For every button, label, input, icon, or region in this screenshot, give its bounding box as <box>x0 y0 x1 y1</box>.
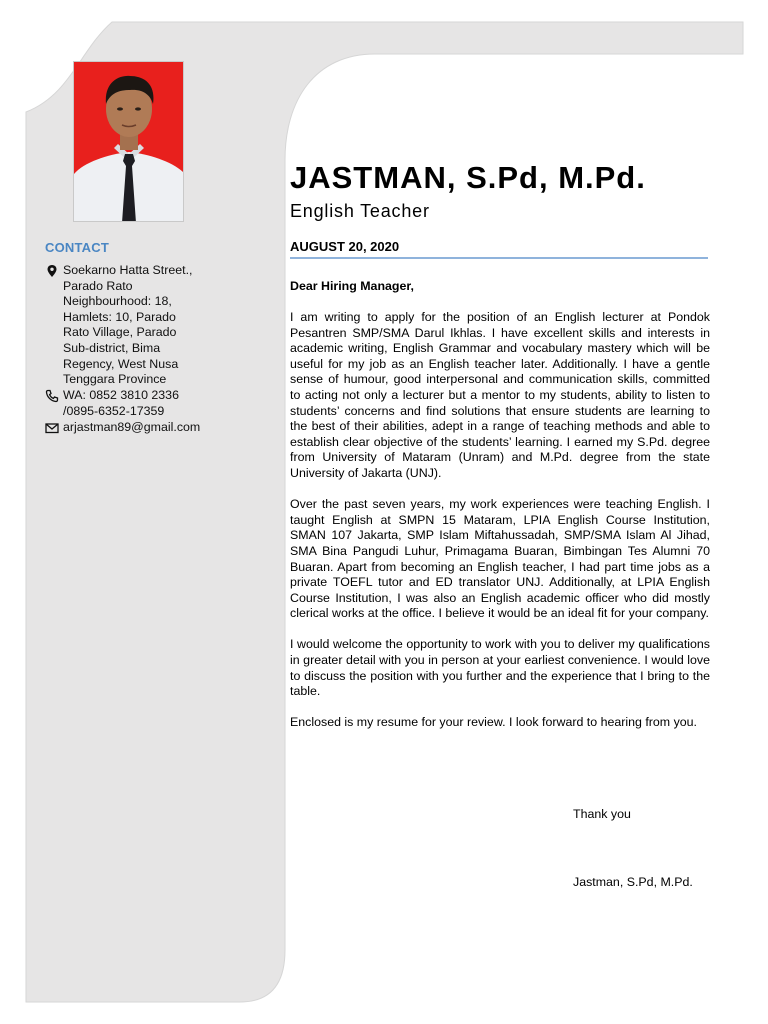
contact-phone <box>45 388 245 419</box>
letter-closing: Thank you <box>573 807 631 821</box>
letter-paragraph: I am writing to apply for the position of an English lecturer at Pondok Pesantren SMP/SMA Darul Ikhlas. I have excellent skills and interests in academic writing, English Grammar and vocabulary mastery which will be useful for my job as an English teacher later. Additionally. I have a gentle sense of humour, good interpersonal and communication skills, committed to acting not only a lecturer but a mentor to my students, ability to listen to students’ concerns and find solutions that ensure students are learning to the best of their abilities, adept in a range of teaching methods and able to establish clear objective of the students’ learning. I earned my S.Pd. degree from University of Mataram (Unram) and M.Pd. degree from the state University of Jakarta (UNJ). <box>290 310 710 480</box>
address-text: Soekarno Hatta Street., Parado Rato Neighbourhood: 18, Hamlets: 10, Parado Rato Village, Parado Sub-district, Bima Regency, West Nusa Tenggara Province <box>63 263 193 387</box>
letter-greeting: Dear Hiring Manager, <box>290 279 414 293</box>
applicant-name: JASTMAN, S.Pd, M.Pd. <box>290 160 646 195</box>
profile-photo <box>73 61 184 222</box>
envelope-icon <box>45 421 59 435</box>
letter-paragraph: Enclosed is my resume for your review. I look forward to hearing from you. <box>290 715 697 730</box>
phone-icon <box>45 389 59 403</box>
letter-date: AUGUST 20, 2020 <box>290 239 400 254</box>
letter-paragraph: Over the past seven years, my work experiences were teaching English. I taught English at SMPN 15 Mataram, LPIA English Course Institution, SMAN 107 Jakarta, SMP Islam Miftahussadah, SMP/SMA Islam Al Jihad, SMA Bina Pangudi Luhur, Primagama Buaran, Bimbingan Tes Alumni 70 Buaran. Apart from becoming an English teacher, I had part time jobs as a private TOEFL tutor and ED translator UNJ. Additionally, at LPIA English Course Institution, I was also an English academic officer who did mostly clerical works at the office. I believe it would be an ideal fit for your company. <box>290 497 710 621</box>
phone-text: WA: 0852 3810 2336 /0895-6352-17359 <box>63 388 179 418</box>
contact-email <box>45 420 245 436</box>
contact-heading: CONTACT <box>45 240 109 255</box>
location-pin-icon <box>45 264 59 278</box>
applicant-role: English Teacher <box>290 201 430 221</box>
header-divider <box>290 257 708 259</box>
letter-paragraph: I would welcome the opportunity to work with you to deliver my qualifications in greater detail with you in person at your earliest convenience. I would love to discuss the position with you further and the experience that I bring to the table. <box>290 637 710 699</box>
email-text: arjastman89@gmail.com <box>63 420 201 434</box>
contact-address <box>45 263 245 388</box>
letter-body <box>290 310 710 747</box>
letter-signature: Jastman, S.Pd, M.Pd. <box>573 875 693 889</box>
